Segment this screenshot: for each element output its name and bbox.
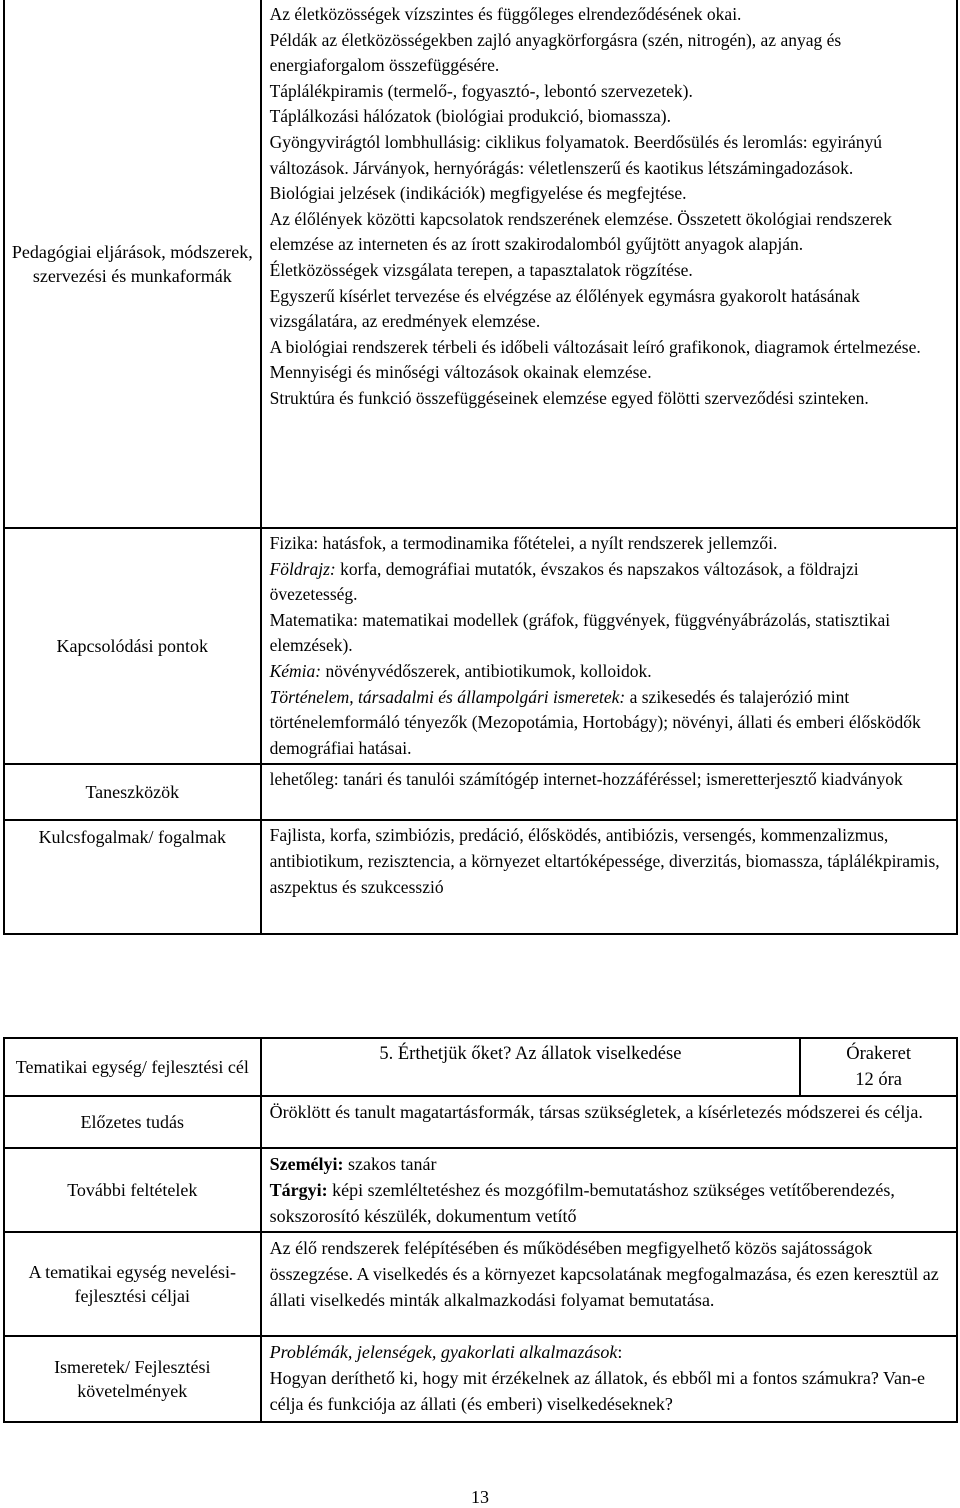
hours-value: 12 óra [855, 1070, 902, 1090]
pedagogy-line: Példák az életközösségekben zajló anyagkörforgásra (szén, nitrogén), az anyag és energiaforgalom összefüggésére. [269, 29, 842, 76]
knowledge-heading: Problémák, jelenségek, gyakorlati alkalmazások: [269, 1342, 623, 1362]
knowledge-label: Ismeretek/ Fejlesztési követelmények [4, 1336, 261, 1422]
goals-content: Az élő rendszerek felépítésében és működésében megfigyelhető közös sajátosságok összegzése. A viselkedés és a környezet kapcsolatának megfogalmazása, és ezen keresztül az állati viselkedés minták alkalmazkodási folyamat bemutatása. [261, 1232, 957, 1336]
hours-cell [800, 1038, 957, 1096]
pedagogy-line: Struktúra és funkció összefüggéseinek elemzése egyed fölötti szerveződési szinteken. [269, 387, 869, 408]
conditions-label: További feltételek [4, 1148, 261, 1232]
page-number: 13 [471, 1487, 489, 1507]
pedagogy-line: Az életközösségek vízszintes és függőleges elrendeződésének okai. [269, 4, 742, 24]
hours-label: Órakeret [846, 1044, 911, 1064]
curriculum-table-continued [3, 0, 958, 935]
tools-content: lehetőleg: tanári és tanulói számítógép internet-hozzáféréssel; ismeretterjesztő kiadványok [261, 764, 957, 820]
prior-knowledge-content: Öröklött és tanult magatartásformák, társas szükségletek, a kísérletezés módszerei és célja. [261, 1096, 957, 1148]
knowledge-content [261, 1336, 957, 1422]
conditions-content [261, 1148, 957, 1232]
unit-table [3, 1037, 958, 1423]
unit-title: 5. Érthetjük őket? Az állatok viselkedése [261, 1038, 801, 1096]
pedagogy-line: Életközösségek vizsgálata terepen, a tapasztalatok rögzítése. [269, 259, 693, 280]
knowledge-text: Hogyan deríthető ki, hogy mit érzékelnek az állatok, és ebből mi a fontos számukra? Van-e célja és funkciója az állati (és emberi) viselkedéseknek? [269, 1368, 926, 1414]
personal-conditions: Személyi: szakos tanár [269, 1154, 437, 1174]
tools-label: Taneszközök [4, 764, 261, 820]
chemistry-connection: Kémia: növényvédőszerek, antibiotikumok, kolloidok. [269, 660, 652, 681]
pedagogy-line: Táplálkozási hálózatok (biológiai produkció, biomassza). [269, 106, 671, 127]
pedagogy-line: A biológiai rendszerek térbeli és időbeli változásait leíró grafikonok, diagramok értelmezése. [269, 336, 921, 357]
concepts-content: Fajlista, korfa, szimbiózis, predáció, élősködés, antibiózis, versengés, kommenzalizmus, antibiotikum, rezisztencia, a környezet eltartóképessége, diverzitás, biomassza, táplálékpiramis, aszpektus és szukcesszió [261, 820, 957, 934]
pedagogy-line: Gyöngyvirágtól lombhullásig: ciklikus folyamatok. Beerdősülés és leromlás: egyirányú változások. Járványok, hernyórágás: véletlenszerű és kaotikus létszámingadozások. [269, 131, 882, 178]
pedagogy-line: Biológiai jelzések (indikációk) megfigyelése és megfejtése. [269, 183, 687, 204]
pedagogy-line: Az élőlények közötti kapcsolatok rendszerének elemzése. Összetett ökológiai rendszerek elemzése az interneten és az írott szakirodalomból gyűjtött anyagok alapján. [269, 208, 893, 255]
pedagogy-line: Egyszerű kísérlet tervezése és elvégzése az élőlények egymásra gyakorolt hatásának vizsgálatára, az eredmények elemzése. [269, 285, 860, 332]
pedagogy-label: Pedagógiai eljárások, módszerek, szervezési és munkaformák [4, 0, 261, 528]
concepts-label: Kulcsfogalmak/ fogalmak [4, 820, 261, 934]
goals-label: A tematikai egység nevelési-fejlesztési céljai [4, 1232, 261, 1336]
connections-content [261, 528, 957, 764]
history-connection: Történelem, társadalmi és állampolgári ismeretek: a szikesedés és talajerózió mint történelemformáló tényezők (Mezopotámia, Hortobágy); növényi, állati és emberi élősködők demográfiai hatásai. [269, 686, 921, 758]
physics-connection: Fizika: hatásfok, a termodinamika főtételei, a nyílt rendszerek jellemzői. [269, 533, 778, 553]
pedagogy-content [261, 0, 957, 528]
unit-label: Tematikai egység/ fejlesztési cél [4, 1038, 261, 1096]
geography-connection: Földrajz: korfa, demográfiai mutatók, évszakos és napszakos változások, a földrajzi övezetesség. [269, 558, 859, 605]
pedagogy-line: Táplálékpiramis (termelő-, fogyasztó-, lebontó szervezetek). [269, 80, 693, 101]
math-connection: Matematika: matematikai modellek (gráfok, függvények, függvényábrázolás, statisztikai elemzések). [269, 609, 891, 656]
connections-label: Kapcsolódási pontok [4, 528, 261, 764]
prior-knowledge-label: Előzetes tudás [4, 1096, 261, 1148]
pedagogy-line: Mennyiségi és minőségi változások okainak elemzése. [269, 362, 652, 383]
material-conditions: Tárgyi: képi szemléltetéshez és mozgófilm-bemutatáshoz szükséges vetítőberendezés, sokszorosító készülék, dokumentum vetítő [269, 1180, 895, 1226]
